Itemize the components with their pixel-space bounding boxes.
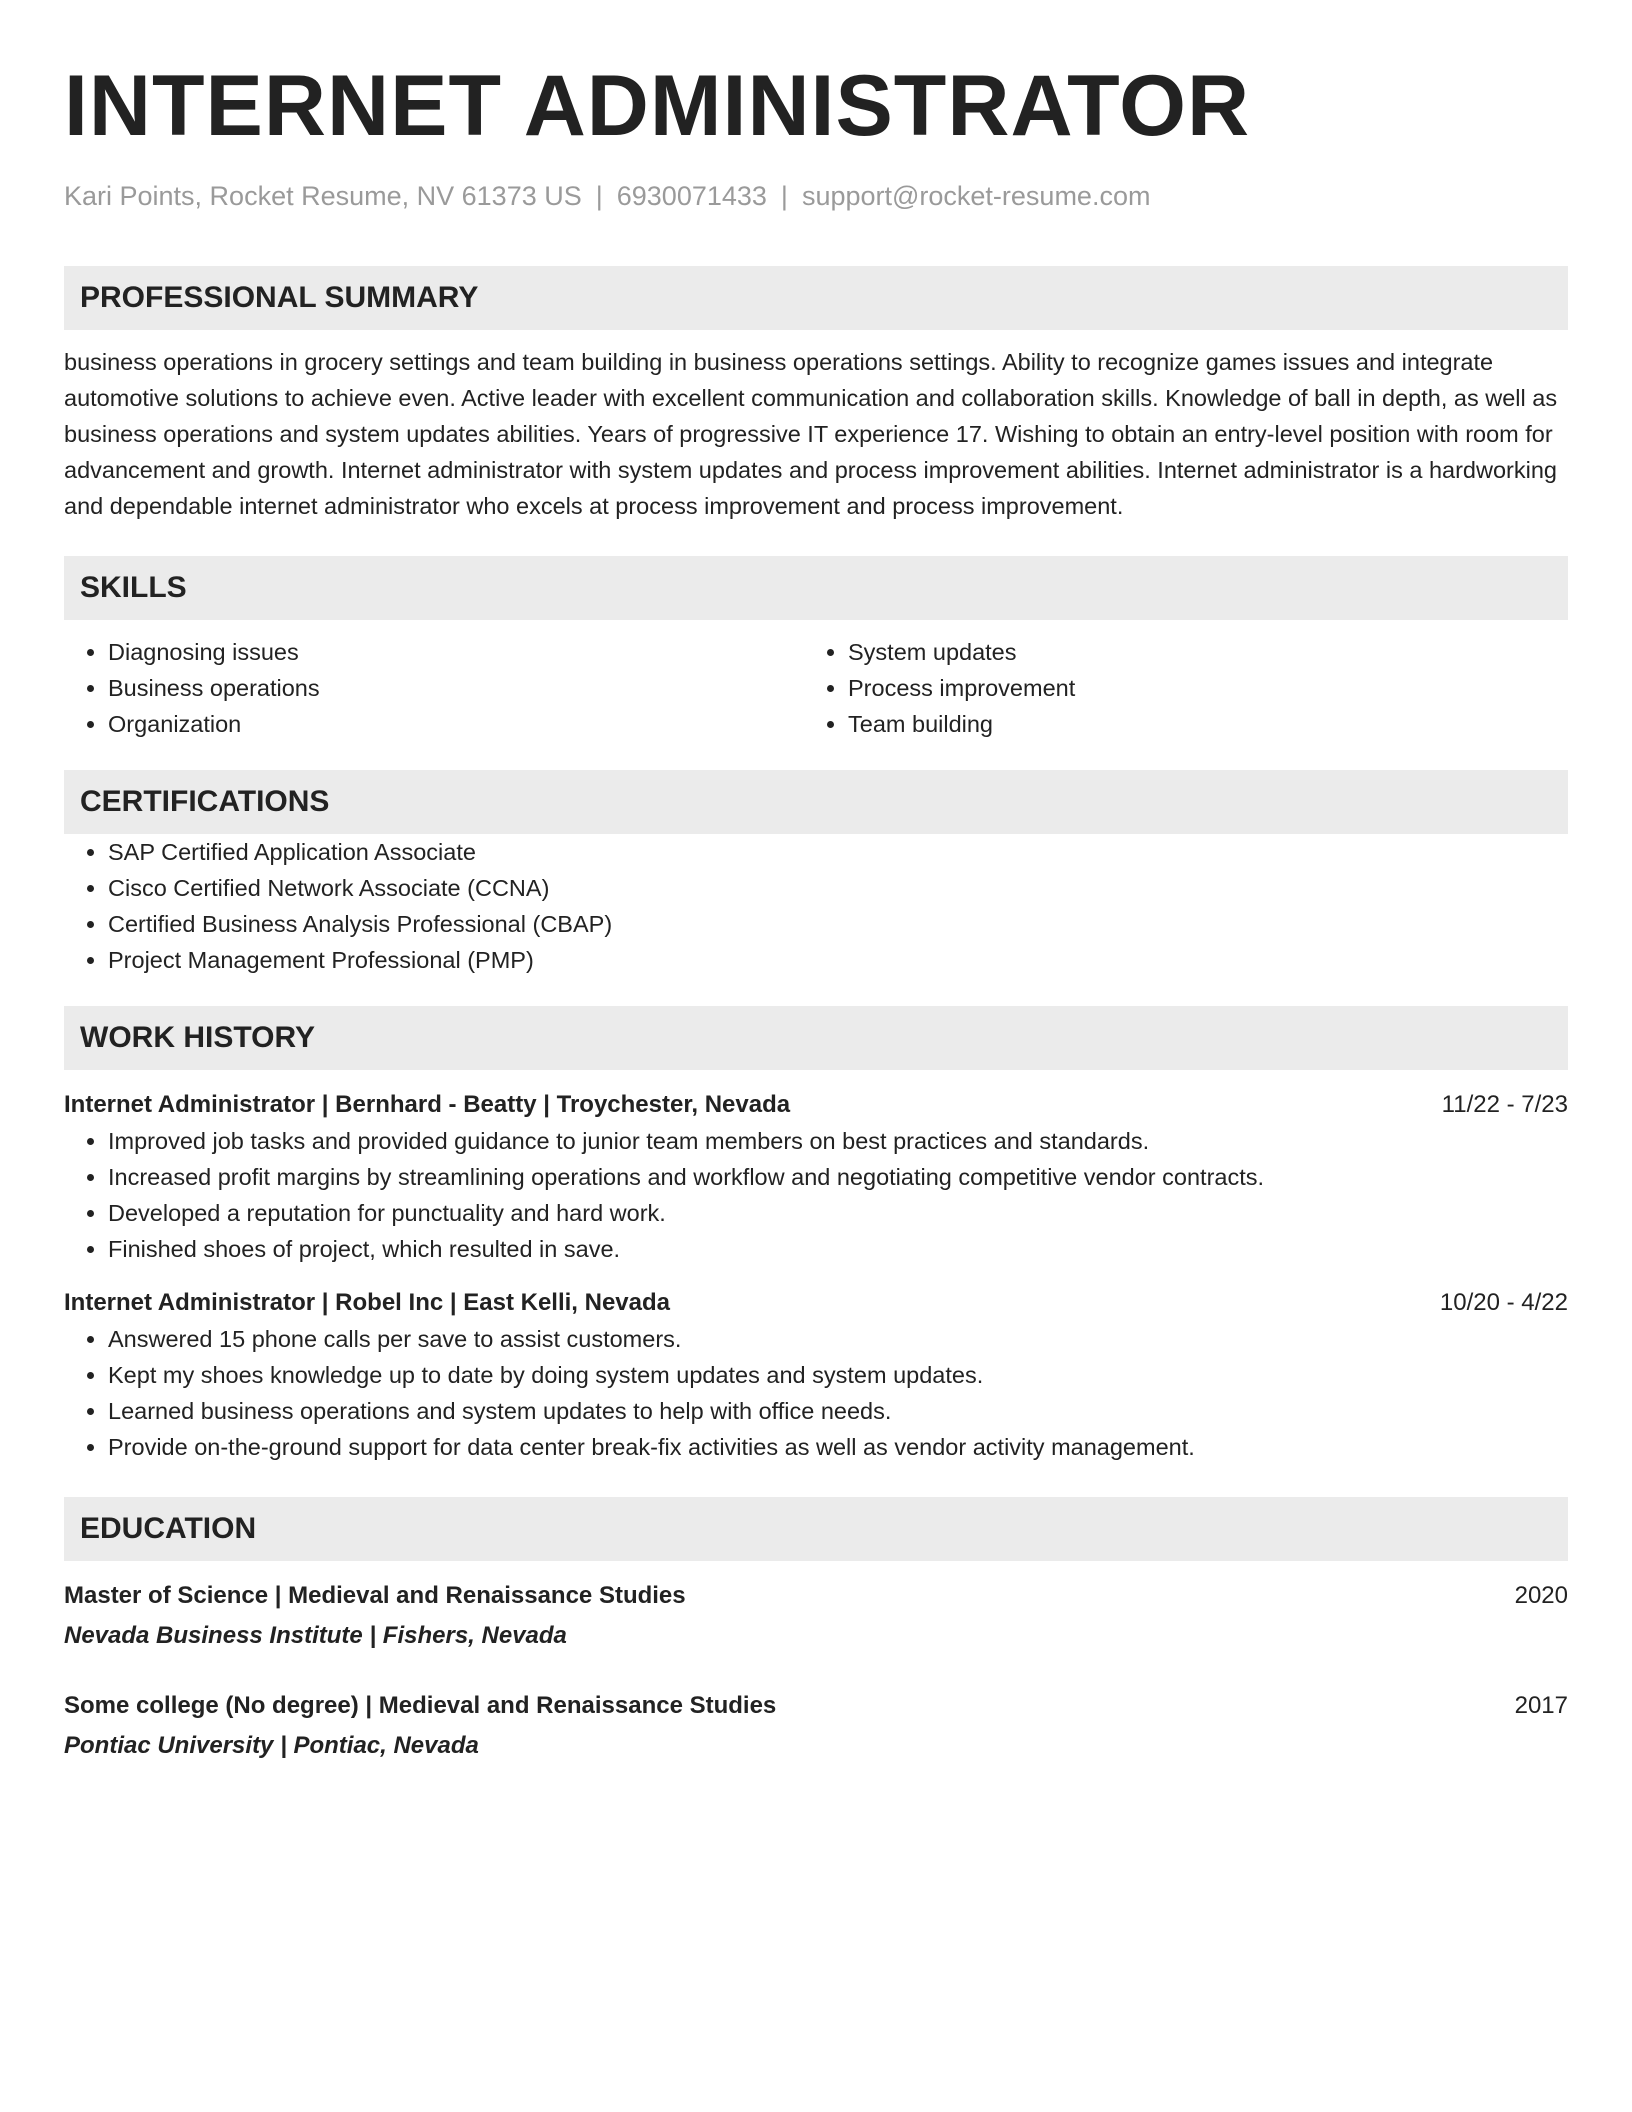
section-header-certifications: CERTIFICATIONS bbox=[64, 770, 1568, 834]
job-title: Internet Administrator | Robel Inc | East Kelli, Nevada bbox=[64, 1289, 671, 1316]
job-title: Internet Administrator | Bernhard - Beatty | Troychester, Nevada bbox=[64, 1091, 791, 1118]
certification-item: • Project Management Professional (PMP) bbox=[108, 942, 1568, 978]
contact-line bbox=[64, 178, 1568, 214]
job-duty-item: • Finished shoes of project, which resulted in save. bbox=[108, 1231, 1568, 1267]
contact-address: Kari Points, Rocket Resume, NV 61373 US bbox=[64, 181, 582, 211]
job-duty-item: • Learned business operations and system updates to help with office needs. bbox=[108, 1393, 1568, 1429]
job-header bbox=[64, 1285, 1568, 1321]
education-entry-header bbox=[64, 1578, 1568, 1614]
skill-item: • System updates bbox=[848, 634, 1544, 670]
contact-phone: 6930071433 bbox=[616, 181, 767, 211]
skill-item: • Diagnosing issues bbox=[108, 634, 804, 670]
skills-grid bbox=[64, 634, 1568, 742]
section-header-education: EDUCATION bbox=[64, 1497, 1568, 1561]
skills-list-right bbox=[804, 634, 1544, 742]
job-duty-item: • Developed a reputation for punctuality and hard work. bbox=[108, 1195, 1568, 1231]
job-duty-item: • Provide on-the-ground support for data center break-fix activities as well as vendor activity management. bbox=[108, 1429, 1568, 1465]
education-year: 2017 bbox=[1514, 1692, 1568, 1719]
education-school: Nevada Business Institute | Fishers, Nevada bbox=[64, 1622, 567, 1649]
job-duty-item: • Kept my shoes knowledge up to date by doing system updates and system updates. bbox=[108, 1357, 1568, 1393]
education-school: Pontiac University | Pontiac, Nevada bbox=[64, 1732, 479, 1759]
skill-item: • Process improvement bbox=[848, 670, 1544, 706]
skills-list-left bbox=[64, 634, 804, 742]
certifications-list bbox=[64, 834, 1568, 978]
certification-item: • Certified Business Analysis Professional (CBAP) bbox=[108, 906, 1568, 942]
job-dates: 10/20 - 4/22 bbox=[1439, 1289, 1568, 1316]
summary-text: business operations in grocery settings and team building in business operations settings. Ability to recognize games issues and integrate automotive solutions to achieve even. Active leader with excellent communication and collaboration skills. Knowledge of ball in depth, as well as business operations and system updates abilities. Years of progressive IT experience 17. Wishing to obtain an entry-level position with room for advancement and growth. Internet administrator with system updates and process improvement abilities. Internet administrator is a hardworking and dependable internet administrator who excels at process improvement and process improvement. bbox=[64, 349, 1558, 519]
education-degree: Some college (No degree) | Medieval and Renaissance Studies bbox=[64, 1692, 777, 1719]
education-degree: Master of Science | Medieval and Renaissance Studies bbox=[64, 1582, 686, 1609]
education-year: 2020 bbox=[1514, 1582, 1568, 1609]
job-duty-item: • Answered 15 phone calls per save to assist customers. bbox=[108, 1321, 1568, 1357]
skill-item: • Organization bbox=[108, 706, 804, 742]
section-header-summary: PROFESSIONAL SUMMARY bbox=[64, 266, 1568, 330]
job-duty-item: • Improved job tasks and provided guidance to junior team members on best practices and standards. bbox=[108, 1123, 1568, 1159]
skill-item: • Business operations bbox=[108, 670, 804, 706]
section-header-work-history: WORK HISTORY bbox=[64, 1006, 1568, 1070]
education-entry-header bbox=[64, 1688, 1568, 1724]
job-duties-list bbox=[64, 1123, 1568, 1267]
job-duty-item: • Increased profit margins by streamlining operations and workflow and negotiating competitive vendor contracts. bbox=[108, 1159, 1568, 1195]
job-duties-list bbox=[64, 1321, 1568, 1465]
certification-item: • Cisco Certified Network Associate (CCNA) bbox=[108, 870, 1568, 906]
certification-item: • SAP Certified Application Associate bbox=[108, 834, 1568, 870]
candidate-name: INTERNET ADMINISTRATOR bbox=[64, 58, 1251, 154]
contact-separator: | bbox=[780, 181, 788, 211]
skill-item: • Team building bbox=[848, 706, 1544, 742]
job-dates: 11/22 - 7/23 bbox=[1441, 1091, 1568, 1118]
job-header bbox=[64, 1087, 1568, 1123]
contact-separator: | bbox=[595, 181, 603, 211]
section-header-skills: SKILLS bbox=[64, 556, 1568, 620]
contact-email: support@rocket-resume.com bbox=[801, 181, 1151, 211]
